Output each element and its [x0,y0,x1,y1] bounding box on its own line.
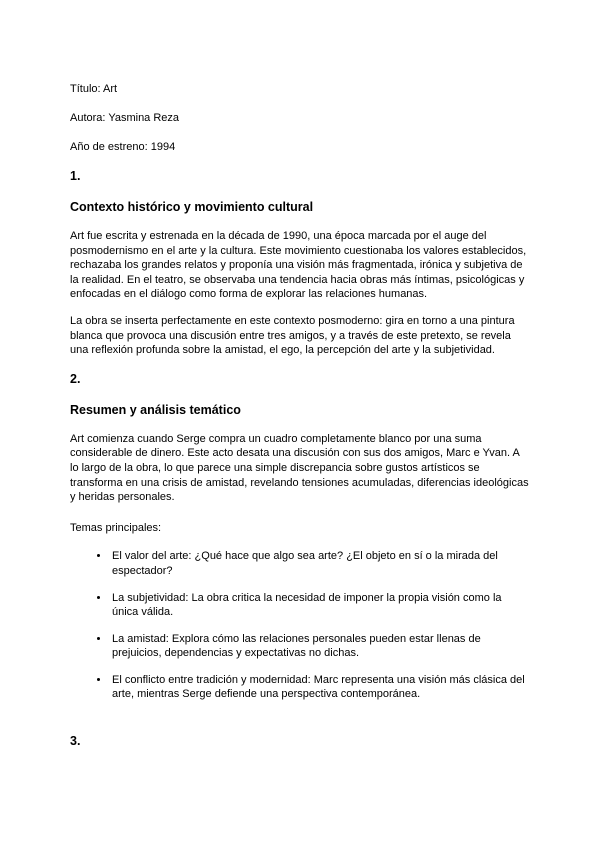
section-1-paragraph-1: Art fue escrita y estrenada en la década de 1990, una época marcada por el auge del posmodernismo en el arte y la cultura. Este movimiento cuestionaba los valores establecidos, rechazaba los grandes relatos y proponía una visión más fragmentada, irónica y subjetiva de la realidad. En el teatro, se observaba una tendencia hacia obras más íntimas, psicológicas y enfocadas en el diálogo como forma de explorar las relaciones humanas. [70,230,527,301]
title-line: Título: Art [70,83,118,95]
year-line: Año de estreno: 1994 [70,141,176,153]
section-2-heading: Resumen y análisis temático [70,402,241,417]
topics-list-intro: Temas principales: [70,521,162,534]
topic-item-art-value: • El valor del arte: ¿Qué hace que algo sea arte? ¿El objeto en sí o la mirada del espectador? [110,549,530,578]
topic-item-tradition-modernity: • El conflicto entre tradición y modernidad: Marc representa una visión más clásica del arte, mientras Serge defiende una perspectiva contemporánea. [110,673,530,702]
topic-item-subjectivity: • La subjetividad: La obra critica la necesidad de imponer la propia visión como la única válida. [110,591,530,620]
topics-list [70,549,530,702]
section-1-number: 1. [70,169,81,183]
section-2-paragraph-1: Art comienza cuando Serge compra un cuadro completamente blanco por una suma considerable de dinero. Este acto desata una discusión con sus dos amigos, Marc e Yvan. A lo largo de la obra, lo que parece una simple discrepancia sobre gustos artísticos se transforma en una crisis de amistad, revelando tensiones acumuladas, diferencias ideológicas y heridas personales. [70,432,529,504]
author-line: Autora: Yasmina Reza [70,112,180,124]
section-3-number: 3. [70,734,81,749]
section-1-heading: Contexto histórico y movimiento cultural [70,200,314,214]
section-1-paragraph-2: La obra se inserta perfectamente en este contexto posmoderno: gira en torno a una pintura blanca que provoca una discusión entre tres amigos, y a través de este pretexto, se revela una reflexión profunda sobre la amistad, el ego, la percepción del arte y la subjetividad. [70,314,515,357]
topic-item-friendship: • La amistad: Explora cómo las relaciones personales pueden estar llenas de prejuicios, dependencias y expectativas no dichas. [110,632,530,661]
section-2-number: 2. [70,371,81,386]
